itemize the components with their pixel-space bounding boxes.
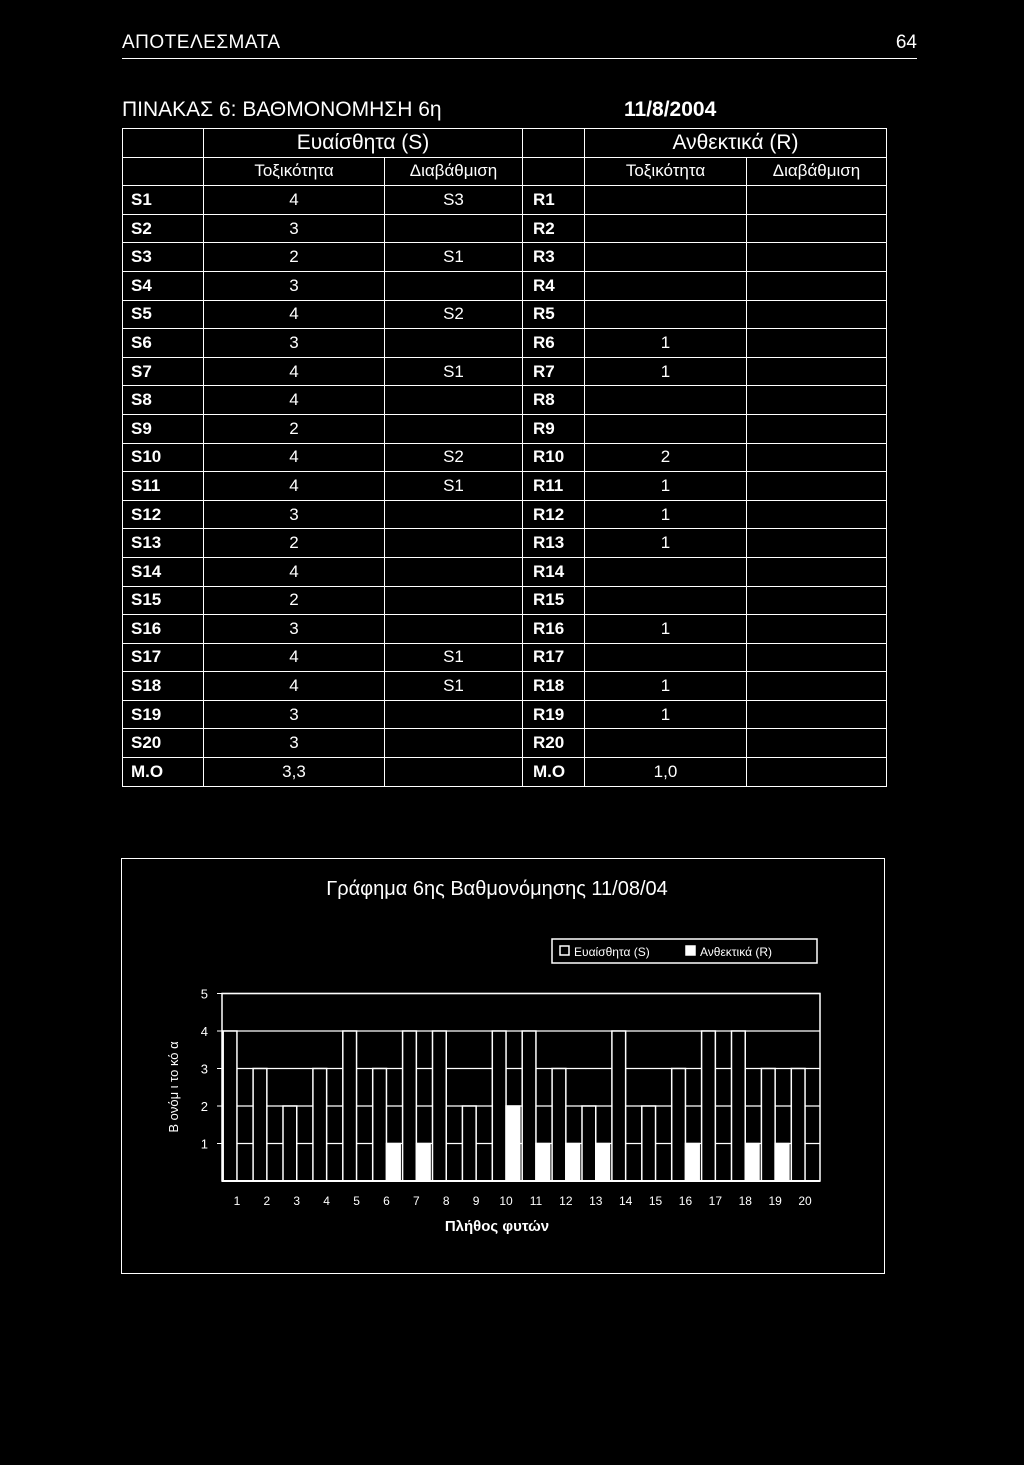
x-tick-label: 9 bbox=[472, 1194, 480, 1208]
sensitive-grading bbox=[385, 586, 523, 615]
sensitive-plant-label: S1 bbox=[123, 186, 204, 215]
table-row bbox=[123, 615, 887, 644]
col-s-toxicity: Τοξικότητα bbox=[204, 157, 385, 186]
sensitive-plant-label: S12 bbox=[123, 500, 204, 529]
resistant-plant-label: R17 bbox=[523, 643, 585, 672]
x-tick-label: 7 bbox=[413, 1194, 420, 1208]
group-sensitive: Ευαίσθητα (S) bbox=[204, 129, 523, 158]
resistant-plant-label: R16 bbox=[523, 615, 585, 644]
resistant-toxicity: 1 bbox=[585, 615, 747, 644]
table-row bbox=[123, 329, 887, 358]
resistant-plant-label: R7 bbox=[523, 357, 585, 386]
table-row bbox=[123, 500, 887, 529]
sensitive-plant-label: S5 bbox=[123, 300, 204, 329]
resistant-grading bbox=[747, 529, 887, 558]
resistant-grading bbox=[747, 586, 887, 615]
table-row bbox=[123, 729, 887, 758]
sensitive-grading: S2 bbox=[385, 300, 523, 329]
sensitive-plant-label: S11 bbox=[123, 472, 204, 501]
resistant-plant-label: R20 bbox=[523, 729, 585, 758]
table-row bbox=[123, 243, 887, 272]
resistant-toxicity bbox=[585, 300, 747, 329]
resistant-grading bbox=[747, 557, 887, 586]
sensitive-toxicity: 3 bbox=[204, 615, 385, 644]
resistant-toxicity: 1 bbox=[585, 500, 747, 529]
bar-sensitive bbox=[373, 1069, 387, 1182]
bar-resistant bbox=[416, 1144, 430, 1182]
resistant-grading bbox=[747, 243, 887, 272]
sensitive-plant-label: S10 bbox=[123, 443, 204, 472]
plot-area bbox=[201, 987, 820, 1209]
sensitive-toxicity: 2 bbox=[204, 243, 385, 272]
table-row bbox=[123, 300, 887, 329]
x-tick-label: 1 bbox=[233, 1194, 241, 1208]
resistant-grading bbox=[747, 700, 887, 729]
group-header-row bbox=[123, 129, 887, 158]
x-tick-label: 8 bbox=[442, 1194, 450, 1208]
sensitive-toxicity: 3 bbox=[204, 271, 385, 300]
x-tick-label: 6 bbox=[383, 1194, 390, 1208]
bar-resistant bbox=[685, 1144, 699, 1182]
resistant-plant-label: R1 bbox=[523, 186, 585, 215]
col-r-grading: Διαβάθμιση bbox=[747, 157, 887, 186]
table-row bbox=[123, 672, 887, 701]
table-row bbox=[123, 443, 887, 472]
sensitive-grading bbox=[385, 414, 523, 443]
table-row bbox=[123, 414, 887, 443]
resistant-mean: 1,0 bbox=[585, 758, 747, 787]
y-tick-label: 5 bbox=[200, 986, 208, 1002]
resistant-toxicity: 1 bbox=[585, 357, 747, 386]
bar-sensitive bbox=[432, 1031, 446, 1181]
resistant-plant-label: R6 bbox=[523, 329, 585, 358]
sensitive-toxicity: 3 bbox=[204, 700, 385, 729]
legend-swatch bbox=[686, 946, 695, 955]
bar-sensitive bbox=[492, 1031, 506, 1181]
chart-title: Γράφημα 6ης Βαθμονόμησης 11/08/04 bbox=[326, 878, 668, 900]
table-title: ΠΙΝΑΚΑΣ 6: ΒΑΘΜΟΝΟΜΗΣΗ 6η bbox=[122, 98, 442, 121]
resistant-grading bbox=[747, 414, 887, 443]
sensitive-toxicity: 2 bbox=[204, 529, 385, 558]
resistant-toxicity bbox=[585, 557, 747, 586]
resistant-grading bbox=[747, 329, 887, 358]
subheader-row bbox=[123, 157, 887, 186]
resistant-plant-label: R10 bbox=[523, 443, 585, 472]
sensitive-plant-label: S2 bbox=[123, 214, 204, 243]
col-r-toxicity: Τοξικότητα bbox=[585, 157, 747, 186]
resistant-grading bbox=[747, 357, 887, 386]
bar-sensitive bbox=[582, 1106, 596, 1181]
sensitive-toxicity: 4 bbox=[204, 443, 385, 472]
x-tick-label: 20 bbox=[798, 1194, 812, 1208]
y-tick-label: 1 bbox=[200, 1136, 208, 1152]
resistant-grading bbox=[747, 300, 887, 329]
sensitive-plant-label: S8 bbox=[123, 386, 204, 415]
resistant-toxicity bbox=[585, 643, 747, 672]
sensitive-grading bbox=[385, 386, 523, 415]
sensitive-grading bbox=[385, 329, 523, 358]
bar-resistant bbox=[566, 1144, 580, 1182]
sensitive-grading: S1 bbox=[385, 672, 523, 701]
resistant-plant-label: R5 bbox=[523, 300, 585, 329]
legend-label: Ανθεκτικά (R) bbox=[700, 945, 772, 959]
sensitive-toxicity: 4 bbox=[204, 357, 385, 386]
resistant-toxicity: 1 bbox=[585, 700, 747, 729]
col-s-grading: Διαβάθμιση bbox=[385, 157, 523, 186]
sensitive-plant-label: S13 bbox=[123, 529, 204, 558]
x-tick-label: 5 bbox=[353, 1194, 360, 1208]
sensitive-toxicity: 4 bbox=[204, 300, 385, 329]
sensitive-plant-label: S18 bbox=[123, 672, 204, 701]
table-row bbox=[123, 357, 887, 386]
table-row bbox=[123, 700, 887, 729]
sensitive-grading bbox=[385, 500, 523, 529]
sensitive-grading: S1 bbox=[385, 357, 523, 386]
x-tick-label: 19 bbox=[768, 1194, 782, 1208]
resistant-grading bbox=[747, 186, 887, 215]
resistant-toxicity bbox=[585, 414, 747, 443]
table-title-row bbox=[122, 98, 887, 128]
resistant-grading bbox=[747, 643, 887, 672]
table-row bbox=[123, 186, 887, 215]
sensitive-grading-mean bbox=[385, 758, 523, 787]
section-title: ΑΠΟΤΕΛΕΣΜΑΤΑ bbox=[122, 32, 281, 53]
sensitive-toxicity: 3 bbox=[204, 500, 385, 529]
bar-sensitive bbox=[791, 1069, 805, 1182]
sensitive-grading bbox=[385, 529, 523, 558]
bar-sensitive bbox=[313, 1069, 327, 1182]
x-tick-label: 18 bbox=[738, 1194, 752, 1208]
sensitive-toxicity: 3 bbox=[204, 729, 385, 758]
sensitive-plant-label: S9 bbox=[123, 414, 204, 443]
x-tick-label: 15 bbox=[648, 1194, 663, 1208]
sensitive-toxicity: 2 bbox=[204, 414, 385, 443]
resistant-plant-label: R14 bbox=[523, 557, 585, 586]
resistant-grading bbox=[747, 214, 887, 243]
bar-resistant bbox=[596, 1144, 610, 1182]
y-tick-label: 4 bbox=[200, 1024, 208, 1039]
x-tick-label: 10 bbox=[499, 1194, 513, 1208]
sensitive-toxicity: 4 bbox=[204, 557, 385, 586]
resistant-toxicity: 1 bbox=[585, 672, 747, 701]
resistant-plant-label: R9 bbox=[523, 414, 585, 443]
resistant-plant-label: R15 bbox=[523, 586, 585, 615]
legend-swatch bbox=[560, 946, 569, 955]
resistant-toxicity bbox=[585, 386, 747, 415]
x-tick-label: 4 bbox=[323, 1194, 330, 1208]
bar-sensitive bbox=[731, 1031, 745, 1181]
resistant-plant-label: R13 bbox=[523, 529, 585, 558]
sensitive-plant-label: S3 bbox=[123, 243, 204, 272]
bar-sensitive bbox=[552, 1069, 566, 1182]
bar-sensitive bbox=[672, 1069, 686, 1182]
table-row bbox=[123, 643, 887, 672]
table-row bbox=[123, 386, 887, 415]
x-tick-label: 11 bbox=[529, 1194, 543, 1208]
resistant-toxicity bbox=[585, 243, 747, 272]
corner-cell bbox=[123, 129, 204, 158]
resistant-toxicity bbox=[585, 586, 747, 615]
table-row bbox=[123, 529, 887, 558]
page-header bbox=[122, 30, 917, 59]
table-row bbox=[123, 472, 887, 501]
bar-sensitive bbox=[223, 1031, 237, 1181]
sensitive-grading: S3 bbox=[385, 186, 523, 215]
y-tick-label: 3 bbox=[200, 1061, 208, 1077]
x-tick-label: 3 bbox=[293, 1194, 301, 1208]
sensitive-plant-label: S6 bbox=[123, 329, 204, 358]
x-tick-label: 17 bbox=[708, 1194, 723, 1208]
sensitive-toxicity: 4 bbox=[204, 672, 385, 701]
x-tick-label: 2 bbox=[263, 1194, 271, 1208]
bar-resistant bbox=[506, 1106, 520, 1181]
x-tick-label: 14 bbox=[618, 1194, 633, 1208]
sensitive-plant-label: S4 bbox=[123, 271, 204, 300]
bar-resistant bbox=[775, 1144, 789, 1182]
resistant-grading bbox=[747, 443, 887, 472]
bar-sensitive bbox=[283, 1106, 297, 1181]
sensitive-plant-label: S15 bbox=[123, 586, 204, 615]
sensitive-grading: S1 bbox=[385, 643, 523, 672]
bar-sensitive bbox=[761, 1069, 775, 1182]
resistant-toxicity bbox=[585, 729, 747, 758]
sensitive-toxicity: 4 bbox=[204, 186, 385, 215]
resistant-grading bbox=[747, 500, 887, 529]
sensitive-plant-label: S16 bbox=[123, 615, 204, 644]
corner-cell bbox=[123, 157, 204, 186]
resistant-toxicity: 1 bbox=[585, 329, 747, 358]
resistant-toxicity: 2 bbox=[585, 443, 747, 472]
resistant-plant-label: R4 bbox=[523, 271, 585, 300]
resistant-plant-label: R19 bbox=[523, 700, 585, 729]
sensitive-plant-label: S17 bbox=[123, 643, 204, 672]
spacer-cell bbox=[523, 157, 585, 186]
sensitive-plant-label: S14 bbox=[123, 557, 204, 586]
sensitive-toxicity: 2 bbox=[204, 586, 385, 615]
sensitive-grading: S2 bbox=[385, 443, 523, 472]
y-axis-label: Β ονόμ ι το κό α bbox=[166, 1041, 181, 1133]
bar-resistant bbox=[536, 1144, 550, 1182]
bar-resistant bbox=[386, 1144, 400, 1182]
sensitive-grading bbox=[385, 729, 523, 758]
sensitive-plant-label: S20 bbox=[123, 729, 204, 758]
table-row bbox=[123, 214, 887, 243]
bar-sensitive bbox=[403, 1031, 417, 1181]
table-date: 11/8/2004 bbox=[624, 98, 717, 121]
sensitive-grading bbox=[385, 271, 523, 300]
plot-frame bbox=[222, 994, 820, 1182]
bar-resistant bbox=[745, 1144, 759, 1182]
x-tick-label: 12 bbox=[559, 1194, 573, 1208]
sensitive-toxicity: 4 bbox=[204, 386, 385, 415]
legend-label: Ευαίσθητα (S) bbox=[574, 945, 650, 959]
resistant-toxicity bbox=[585, 186, 747, 215]
resistant-grading bbox=[747, 472, 887, 501]
mean-row bbox=[123, 758, 887, 787]
resistant-plant-label: R2 bbox=[523, 214, 585, 243]
resistant-grading bbox=[747, 672, 887, 701]
resistant-toxicity: 1 bbox=[585, 472, 747, 501]
x-tick-label: 16 bbox=[678, 1194, 693, 1208]
resistant-toxicity bbox=[585, 271, 747, 300]
sensitive-mean: 3,3 bbox=[204, 758, 385, 787]
resistant-grading bbox=[747, 386, 887, 415]
bar-sensitive bbox=[702, 1031, 716, 1181]
sensitive-toxicity: 3 bbox=[204, 329, 385, 358]
sensitive-grading: S1 bbox=[385, 472, 523, 501]
bar-sensitive bbox=[343, 1031, 357, 1181]
group-resistant: Ανθεκτικά (R) bbox=[585, 129, 887, 158]
sensitive-grading bbox=[385, 214, 523, 243]
resistant-plant-label: R8 bbox=[523, 386, 585, 415]
resistant-plant-label: R18 bbox=[523, 672, 585, 701]
resistant-plant-label: R11 bbox=[523, 472, 585, 501]
x-axis-label: Πλήθος φυτών bbox=[444, 1218, 550, 1235]
table-row bbox=[123, 271, 887, 300]
page-number: 64 bbox=[895, 32, 917, 53]
resistant-grading bbox=[747, 615, 887, 644]
resistant-mean-label: Μ.Ο bbox=[523, 758, 585, 787]
resistant-plant-label: R12 bbox=[523, 500, 585, 529]
sensitive-toxicity: 4 bbox=[204, 643, 385, 672]
resistant-grading bbox=[747, 729, 887, 758]
grading-table bbox=[122, 128, 887, 787]
bar-sensitive bbox=[462, 1106, 476, 1181]
resistant-toxicity bbox=[585, 214, 747, 243]
sensitive-grading bbox=[385, 615, 523, 644]
x-tick-label: 13 bbox=[589, 1194, 603, 1208]
sensitive-grading bbox=[385, 700, 523, 729]
bar-sensitive bbox=[612, 1031, 626, 1181]
sensitive-toxicity: 4 bbox=[204, 472, 385, 501]
resistant-toxicity: 1 bbox=[585, 529, 747, 558]
spacer-cell bbox=[523, 129, 585, 158]
chart-legend bbox=[552, 939, 817, 963]
sensitive-grading: S1 bbox=[385, 243, 523, 272]
sensitive-grading bbox=[385, 557, 523, 586]
table-row bbox=[123, 586, 887, 615]
sensitive-plant-label: S19 bbox=[123, 700, 204, 729]
resistant-plant-label: R3 bbox=[523, 243, 585, 272]
chart-frame bbox=[121, 858, 885, 1274]
sensitive-plant-label: S7 bbox=[123, 357, 204, 386]
grading-chart bbox=[122, 859, 884, 1273]
bar-sensitive bbox=[642, 1106, 656, 1181]
sensitive-toxicity: 3 bbox=[204, 214, 385, 243]
table-row bbox=[123, 557, 887, 586]
y-axis-label-group bbox=[166, 1041, 181, 1133]
resistant-grading bbox=[747, 271, 887, 300]
mean-label: Μ.Ο bbox=[123, 758, 204, 787]
resistant-grading-mean bbox=[747, 758, 887, 787]
bar-sensitive bbox=[253, 1069, 267, 1182]
bar-sensitive bbox=[522, 1031, 536, 1181]
y-tick-label: 2 bbox=[200, 1099, 208, 1114]
